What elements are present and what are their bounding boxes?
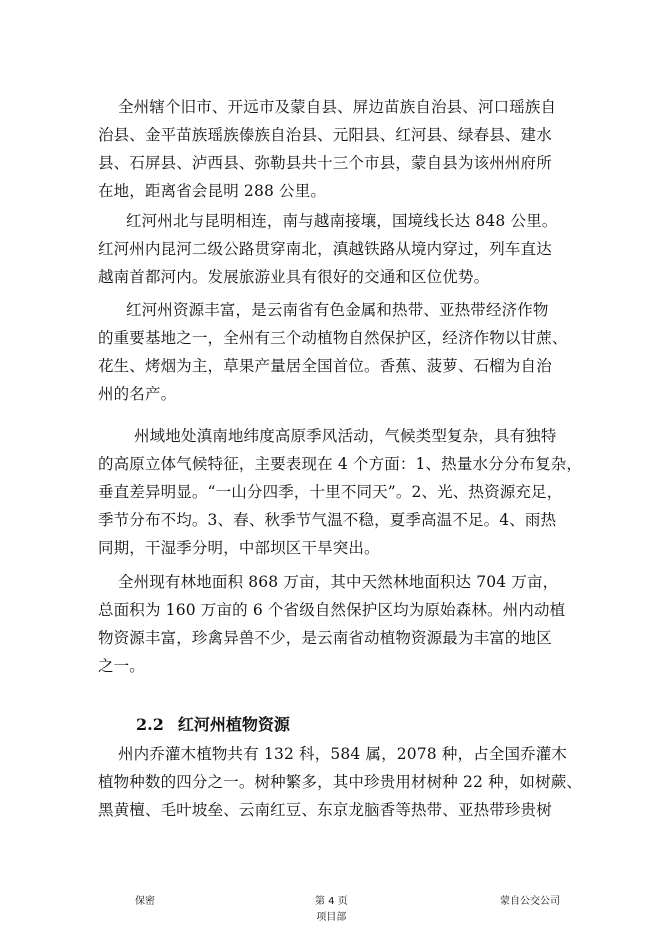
footer-confidential: 保密 — [135, 896, 155, 907]
paragraph-jurisdiction — [98, 93, 568, 205]
paragraph-line: 州域地处滇南地纬度高原季风活动，气候类型复杂，具有独特 — [134, 427, 557, 445]
footer-page-number: 第 4 页 — [315, 896, 348, 907]
paragraph-line: 全州现有林地面积 868 万亩，其中天然林地面积达 704 万亩， — [118, 573, 559, 591]
paragraph-line: 之一。 — [98, 657, 145, 675]
section-heading — [136, 711, 290, 739]
paragraph-line: 垂直差异明显。“一山分四季，十里不同天”。2、光、热资源充足， — [98, 483, 563, 501]
paragraph-resources — [98, 296, 568, 408]
paragraph-line: 红河州北与昆明相连，南与越南接壤，国境线长达 848 公里。 — [126, 212, 558, 230]
paragraph-line: 县、石屏县、泸西县、弥勒县共十三个市县，蒙自县为该州州府所 — [98, 154, 552, 172]
paragraph-line: 治县、金平苗族瑶族傣族自治县、元阳县、红河县、绿春县、建水 — [98, 126, 552, 144]
paragraph-location — [98, 207, 568, 291]
paragraph-line: 红河州资源丰富，是云南省有色金属和热带、亚热带经济作物 — [126, 301, 549, 319]
footer-company: 蒙自公交公司 — [500, 896, 560, 907]
paragraph-line: 季节分布不均。3、春、秋季节气温不稳，夏季高温不足。4、雨热 — [98, 511, 557, 529]
paragraph-line: 总面积为 160 万亩的 6 个省级自然保护区均为原始森林。州内动植 — [98, 601, 566, 619]
paragraph-plant-resources — [98, 740, 583, 824]
paragraph-line: 同期，干湿季分明，中部坝区干旱突出。 — [98, 539, 380, 557]
paragraph-climate — [98, 422, 583, 562]
section-title: 红河州植物资源 — [177, 715, 290, 734]
paragraph-line: 黑黄檀、毛叶坡垒、云南红豆、东京龙脑香等热带、亚热带珍贵树 — [98, 801, 552, 819]
paragraph-line: 全州辖个旧市、开远市及蒙自县、屏边苗族自治县、河口瑶族自 — [118, 98, 557, 116]
paragraph-line: 花生、烤烟为主，草果产量居全国首位。香蕉、菠萝、石榴为自治 — [98, 357, 552, 375]
footer-center — [315, 896, 348, 924]
paragraph-line: 的高原立体气候特征，主要表现在 4 个方面：1、热量水分分布复杂， — [98, 455, 583, 473]
paragraph-line: 越南首都河内。发展旅游业具有很好的交通和区位优势。 — [98, 268, 490, 286]
paragraph-line: 在地，距离省会昆明 288 公里。 — [98, 182, 326, 200]
paragraph-line: 植物种数的四分之一。树种繁多，其中珍贵用材树种 22 种，如树蕨、 — [98, 773, 583, 791]
paragraph-line: 州的名产。 — [98, 385, 177, 403]
paragraph-line: 州内乔灌木植物共有 132 科，584 属，2078 种，占全国乔灌木 — [118, 745, 568, 763]
paragraph-line: 物资源丰富，珍禽异兽不少，是云南省动植物资源最为丰富的地区 — [98, 629, 552, 647]
paragraph-line: 的重要基地之一，全州有三个动植物自然保护区，经济作物以甘蔗、 — [98, 329, 568, 347]
footer-department: 项目部 — [316, 912, 347, 923]
paragraph-line: 红河州内昆河二级公路贯穿南北，滇越铁路从境内穿过，列车直达 — [98, 240, 552, 258]
section-number: 2.2 — [136, 715, 164, 734]
paragraph-forest — [98, 568, 568, 680]
